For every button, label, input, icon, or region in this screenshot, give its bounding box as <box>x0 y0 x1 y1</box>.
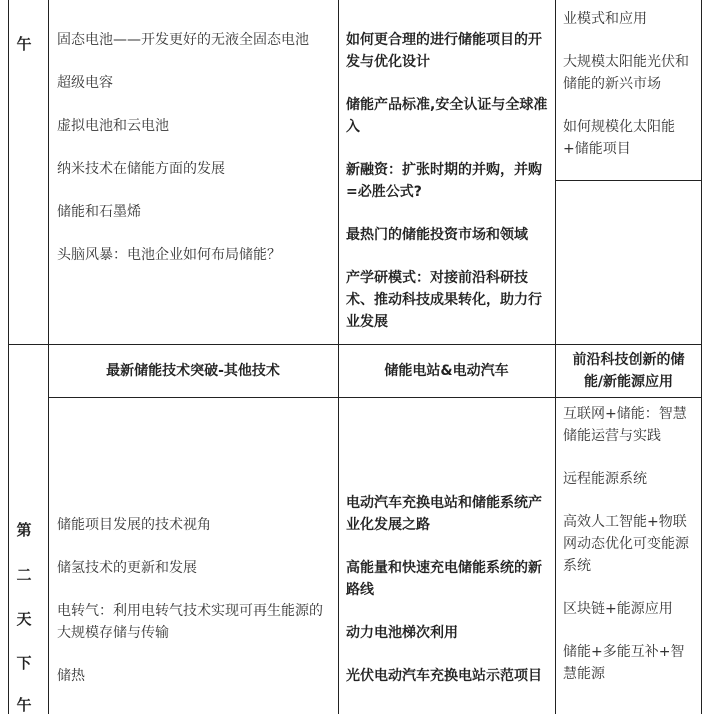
row-divider <box>8 344 702 345</box>
session-topics-col2 <box>346 492 551 687</box>
topic-item: 电转气：利用电转气技术实现可再生能源的大规模存储与传输 <box>57 603 323 641</box>
header-divider <box>48 397 702 398</box>
topic-item: 超级电容 <box>57 75 113 91</box>
table-border-right <box>701 0 702 714</box>
row-label-char: 下 <box>16 654 32 672</box>
topic-item: 头脑风暴：电池企业如何布局储能？ <box>57 247 281 263</box>
topic-item: 区块链+能源应用 <box>563 601 673 617</box>
topic-item: 动力电池梯次利用 <box>346 625 458 641</box>
topic-item: 最热门的储能投资市场和领域 <box>346 227 528 243</box>
topic-item: 虚拟电池和云电池 <box>57 118 169 134</box>
topic-item: 电动汽车充换电站和储能系统产业化发展之路 <box>346 495 542 533</box>
row-label: 午 <box>16 35 32 53</box>
session-topics-col3 <box>563 8 693 160</box>
topic-item: 储能产品标准,安全认证与全球准入 <box>346 97 548 135</box>
column-header: 前沿科技创新的储能/新能源应用 <box>572 352 685 390</box>
topic-item: 储能项目发展的技术视角 <box>57 517 211 533</box>
session-topics-col3 <box>563 403 694 685</box>
topic-item: 大规模太阳能光伏和储能的新兴市场 <box>563 54 689 92</box>
topic-item: 互联网+储能：智慧储能运营与实践 <box>563 406 687 444</box>
table-border-left <box>8 0 9 714</box>
table-divider <box>338 0 339 714</box>
topic-item: 高效人工智能+物联网动态优化可变能源系统 <box>563 514 689 574</box>
table-divider <box>555 0 556 714</box>
topic-item: 纳米技术在储能方面的发展 <box>57 161 225 177</box>
cell-divider <box>555 180 702 181</box>
topic-item: 储能+多能互补+智慧能源 <box>563 644 685 682</box>
row-label-char: 第 <box>16 521 32 539</box>
topic-item: 高能量和快速充电储能系统的新路线 <box>346 560 542 598</box>
row-label-char: 天 <box>16 610 32 628</box>
topic-item: 储能和石墨烯 <box>57 204 141 220</box>
topic-item: 远程能源系统 <box>563 471 647 487</box>
row-label-char: 午 <box>16 696 32 714</box>
session-topics-col1 <box>57 29 327 266</box>
topic-item: 光伏电动汽车充换电站示范项目 <box>346 668 542 684</box>
topic-item: 如何规模化太阳能+储能项目 <box>563 119 675 157</box>
topic-item: 业模式和应用 <box>563 11 647 27</box>
row-label-char: 二 <box>16 566 32 584</box>
column-header: 储能电站&电动汽车 <box>384 363 509 379</box>
session-topics-col1 <box>57 514 332 687</box>
topic-item: 产学研模式：对接前沿科研技术、推动科技成果转化，助力行业发展 <box>346 270 542 330</box>
topic-item: 新融资：扩张时期的并购，并购=必胜公式? <box>346 162 542 200</box>
topic-item: 如何更合理的进行储能项目的开发与优化设计 <box>346 32 542 70</box>
topic-item: 固态电池——开发更好的无液全固态电池 <box>57 32 309 48</box>
table-divider <box>48 0 49 714</box>
topic-item: 储热 <box>57 668 85 684</box>
topic-item: 储氢技术的更新和发展 <box>57 560 197 576</box>
session-topics-col2 <box>346 29 550 333</box>
column-header: 最新储能技术突破-其他技术 <box>106 363 280 379</box>
